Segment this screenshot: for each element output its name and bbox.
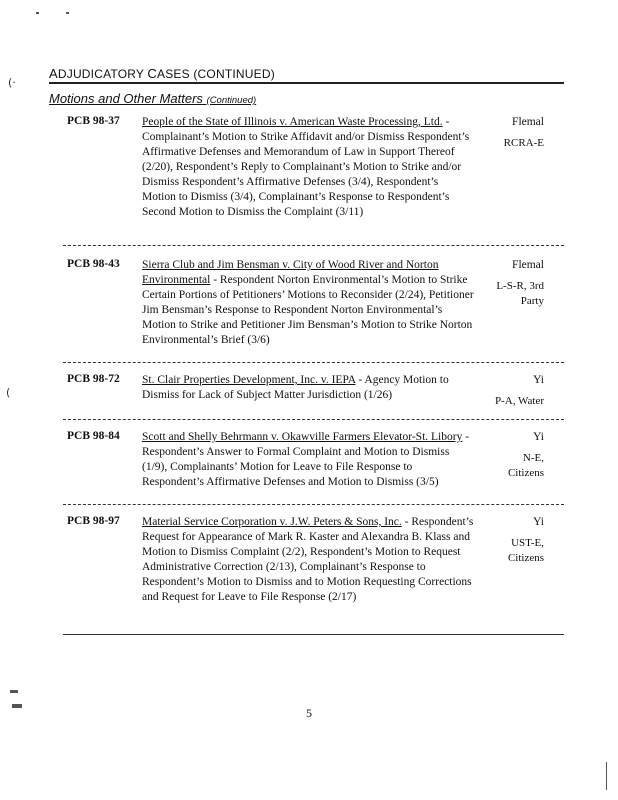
scan-speck (10, 690, 18, 693)
board-member: Flemal (512, 259, 544, 271)
board-member: Yi (533, 431, 544, 443)
entry-divider (63, 634, 564, 635)
case-filings: - Respondent Norton Environmental’s Motion to Strike Certain Portions of Petitioners’ Motions to Reconsider (2/24), Petitioner Jim Bensman’s Response to Respondent Norton Environmental’s Motion to Strike and Petitioner Jim Bensman’s Motion to Strike Norton Environmental’s Brief (3/6) (142, 274, 474, 346)
entry-divider (63, 504, 564, 505)
case-number: PCB 98-97 (67, 515, 120, 527)
board-member: Yi (533, 374, 544, 386)
case-type: N-E, Citizens (507, 452, 544, 479)
entry-divider (63, 362, 564, 363)
case-caption: Scott and Shelly Behrmann v. Okawville Farmers Elevator-St. Libory (142, 431, 463, 443)
case-description (142, 115, 474, 220)
section-title-text: ASES (C (157, 67, 207, 81)
case-type: L-S-R, 3rd Party (496, 280, 544, 307)
case-meta (489, 515, 544, 566)
case-filings: - Respondent’s Request for Appearance of Mark R. Kaster and Alexandra B. Klass and Motion to Dismiss Complaint (2/2), Respondent’s Motion to Request Administrative Correction (2/13), Complainant’s Response to Respondent’s Motion to Dismiss and to Motion Requesting Corrections and Request for Leave to File Response (2/17) (142, 516, 474, 603)
case-caption: People of the State of Illinois v. American Waste Processing, Ltd. (142, 116, 443, 128)
scan-speck (66, 12, 69, 14)
board-member: Flemal (512, 116, 544, 128)
scan-speck (36, 12, 39, 14)
section-title-text: DJUDICATORY (57, 67, 148, 81)
section-title-lead: A (49, 66, 58, 81)
scan-speck (12, 704, 22, 708)
case-description (142, 258, 474, 348)
case-meta (489, 430, 544, 481)
case-description (142, 515, 474, 605)
case-number: PCB 98-84 (67, 430, 120, 442)
entry-divider (63, 245, 564, 246)
case-type: P-A, Water (494, 395, 544, 407)
case-type: RCRA-E (503, 137, 544, 149)
case-caption: St. Clair Properties Development, Inc. v. IEPA (142, 374, 356, 386)
entry-divider (63, 419, 564, 420)
page-number: 5 (306, 706, 312, 720)
header-rule (49, 82, 564, 84)
case-type: UST-E, Citizens (507, 537, 544, 564)
subsection-title (49, 91, 256, 106)
case-caption: Material Service Corporation v. J.W. Peters & Sons, Inc. (142, 516, 402, 528)
case-filings: - Respondent’s Answer to Formal Complaint and Motion to Dismiss (1/9), Complainants’ Motion for Leave to File Response to Respondent’s Affirmative Defenses and Motion to Dismiss (3/5) (142, 431, 470, 488)
case-number: PCB 98-72 (67, 373, 120, 385)
case-meta (489, 115, 544, 151)
board-member: Yi (533, 516, 544, 528)
case-meta (489, 258, 544, 309)
margin-mark: ( (6, 386, 11, 399)
section-title (49, 66, 275, 81)
case-caption: Sierra Club and Jim Bensman v. City of Wood River and Norton Environmental (142, 259, 439, 286)
section-title-lead: C (147, 66, 157, 81)
case-number: PCB 98-37 (67, 115, 120, 127)
case-filings: - Complainant’s Motion to Strike Affidavit and/or Dismiss Respondent’s Affirmative Defenses and Memorandum of Law in Support Thereof (2/20), Respondent’s Reply to Complainant’s Motion to Strike and/or Dismiss Respondent’s Affirmative Defenses (3/4), Respondent’s Motion to Dismiss (3/4), Complainant’s Response to Respondent’s Second Motion to Dismiss the Complaint (3/11) (142, 116, 470, 218)
case-description (142, 373, 474, 403)
margin-mark: (· (8, 76, 16, 89)
subsection-continued: (Continued) (206, 95, 257, 106)
subsection-title-text: Motions and Other Matters (49, 91, 203, 106)
scan-speck (606, 762, 607, 790)
case-meta (489, 373, 544, 409)
case-filings: - Agency Motion to Dismiss for Lack of Subject Matter Jurisdiction (1/26) (142, 374, 449, 401)
case-description (142, 430, 474, 490)
section-title-text: ONTINUED) (206, 67, 275, 81)
case-number: PCB 98-43 (67, 258, 120, 270)
